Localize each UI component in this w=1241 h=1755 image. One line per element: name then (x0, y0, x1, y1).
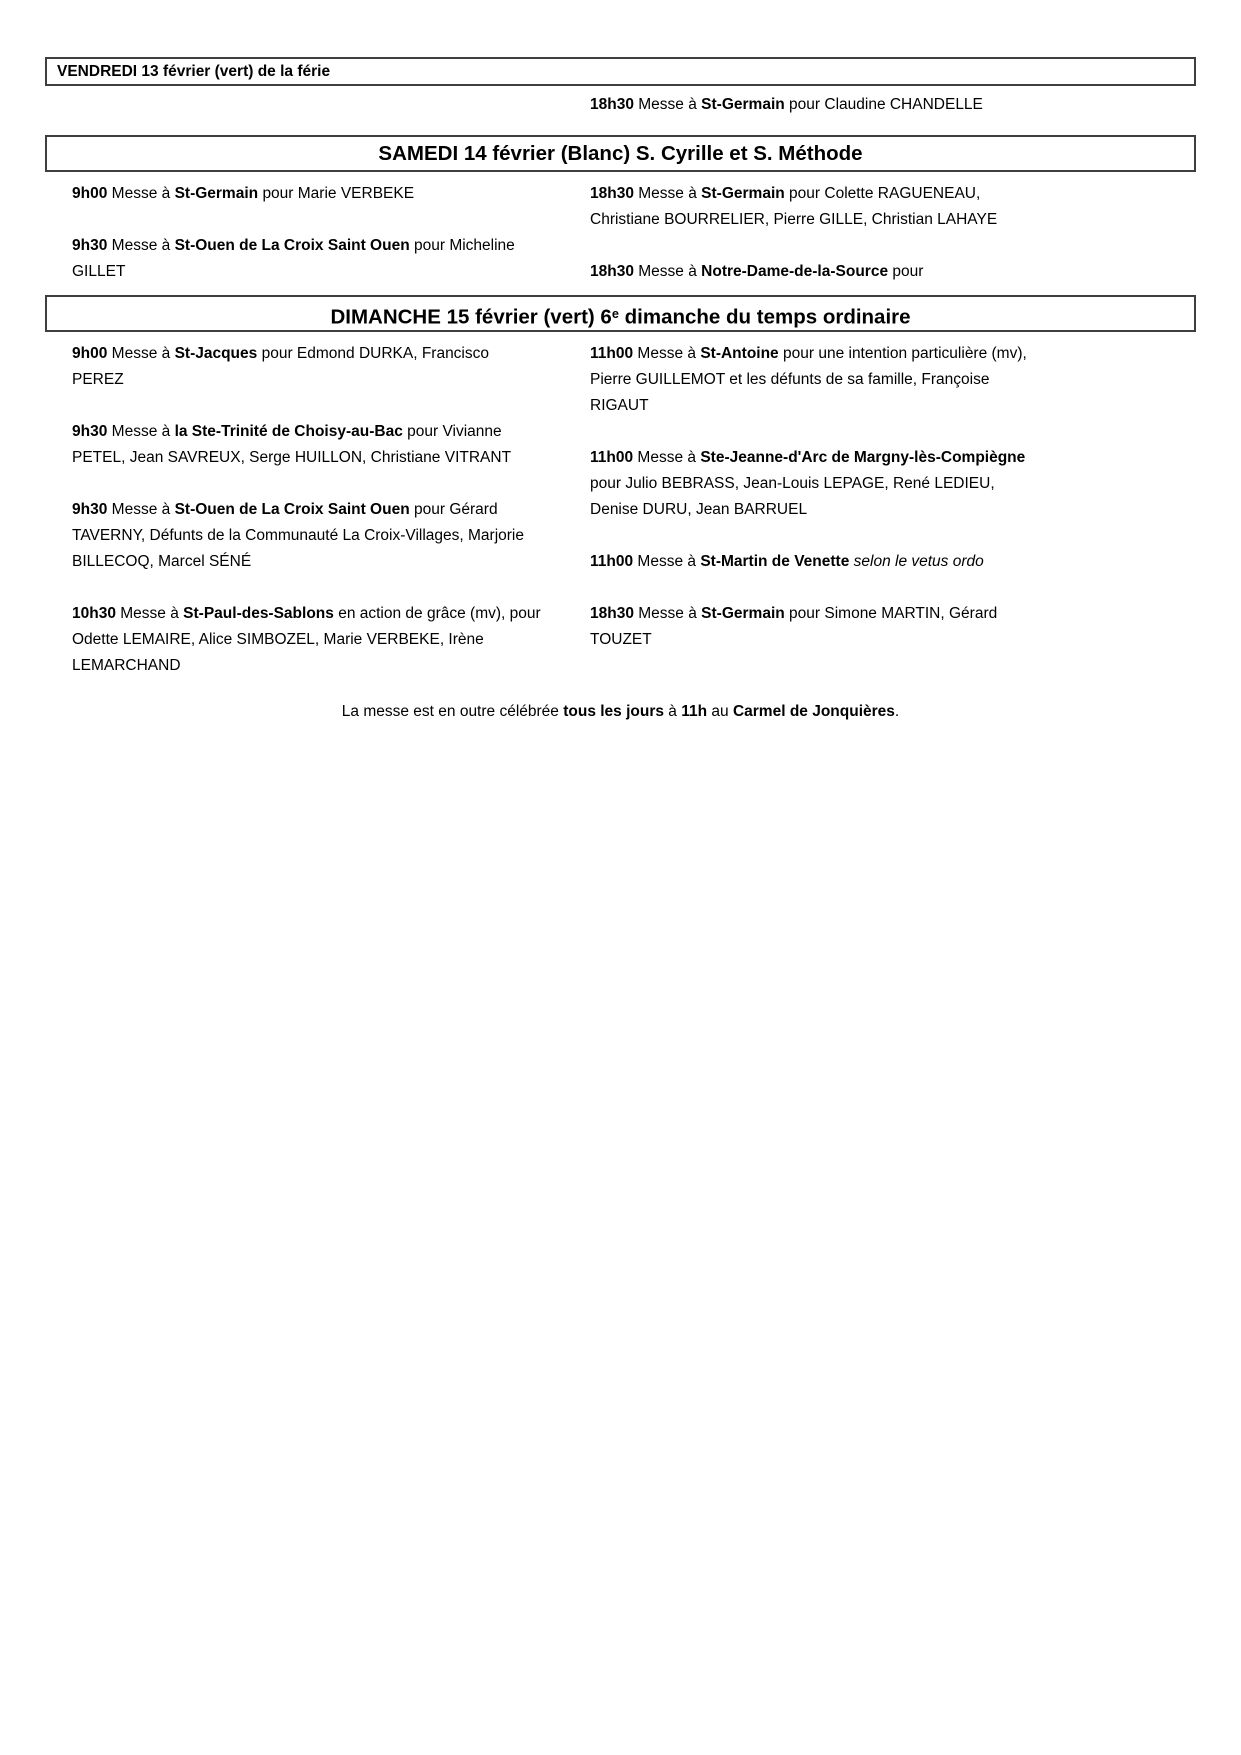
mass-connector: Messe à (637, 553, 697, 570)
mass-connector: Messe à (638, 263, 697, 280)
mass-intention: pour une intention particulière (mv), Pierre GUILLEMOT et les défunts de sa famille, Françoise RIGAUT (590, 345, 1027, 414)
church-name: Notre-Dame-de-la-Source (701, 263, 889, 280)
mass-time: 11h00 (590, 449, 634, 466)
footer-text: 11h (681, 703, 708, 720)
mass-intention: selon le vetus ordo (853, 553, 984, 570)
mass-entry (72, 181, 542, 207)
day-header (45, 135, 1196, 172)
footer-text: La messe est en outre célébrée (341, 703, 564, 720)
mass-entry (590, 601, 1030, 653)
mass-entry (590, 445, 1030, 523)
day-section-vendredi (45, 57, 1196, 118)
church-name: St-Ouen de La Croix Saint Ouen (174, 237, 410, 254)
mass-intention: pour Colette RAGUENEAU, Christiane BOURRELIER, Pierre GILLE, Christian LAHAYE (590, 185, 998, 228)
mass-time: 9h00 (72, 345, 108, 362)
mass-connector: Messe à (637, 449, 697, 466)
mass-connector: Messe à (111, 185, 171, 202)
mass-time: 18h30 (590, 605, 634, 622)
mass-connector: Messe à (111, 423, 171, 440)
mass-connector: Messe à (111, 345, 171, 362)
mass-time: 10h30 (72, 605, 116, 622)
footer-text: . (894, 703, 900, 720)
mass-intention: pour Claudine CHANDELLE (789, 96, 983, 113)
mass-connector: Messe à (111, 501, 171, 518)
day-section-dimanche (45, 295, 1196, 679)
mass-intention: pour Marie VERBEKE (262, 185, 415, 202)
mass-entry (72, 341, 542, 393)
day-header-text: dimanche du temps ordinaire (618, 305, 911, 329)
day-sections (45, 57, 1196, 679)
schedule-columns (45, 92, 1196, 118)
mass-entry (590, 549, 1030, 575)
footer-text: Carmel de Jonquières (732, 703, 895, 720)
mass-entry (590, 341, 1030, 419)
day-header-text: VENDREDI 13 février (vert) de la férie (57, 63, 331, 80)
mass-time: 18h30 (590, 96, 634, 113)
schedule-column-right (590, 92, 1030, 118)
day-header (45, 295, 1196, 332)
mass-connector: Messe à (638, 185, 697, 202)
schedule-column-right (590, 341, 1030, 679)
day-header-text: DIMANCHE 15 février (vert) 6 (330, 305, 612, 329)
mass-connector: Messe à (120, 605, 179, 622)
church-name: St-Germain (701, 96, 785, 113)
church-name: la Ste-Trinité de Choisy-au-Bac (174, 423, 403, 440)
schedule-column-left (45, 181, 590, 285)
church-name: St-Jacques (174, 345, 258, 362)
church-name: St-Ouen de La Croix Saint Ouen (174, 501, 410, 518)
mass-connector: Messe à (637, 345, 697, 362)
mass-time: 9h00 (72, 185, 108, 202)
church-name: St-Martin de Venette (700, 553, 850, 570)
mass-time: 9h30 (72, 423, 108, 440)
mass-connector: Messe à (638, 605, 697, 622)
mass-connector: Messe à (638, 96, 697, 113)
mass-entry (72, 419, 542, 471)
church-name: St-Germain (701, 605, 785, 622)
mass-time: 9h30 (72, 501, 108, 518)
schedule-column-right (590, 181, 1030, 285)
church-name: Ste-Jeanne-d'Arc de Margny-lès-Compiègne (700, 449, 1026, 466)
church-name: St-Germain (701, 185, 785, 202)
mass-connector: Messe à (111, 237, 171, 254)
mass-entry (590, 92, 1030, 118)
schedule-column-left (45, 92, 590, 118)
mass-intention: pour Gérard TAVERNY, Défunts de la Communauté La Croix-Villages, Marjorie BILLECOQ, Marcel SÉNÉ (72, 501, 524, 570)
mass-entry (72, 497, 542, 575)
mass-time: 11h00 (590, 345, 634, 362)
footer-text: tous les jours (563, 703, 664, 720)
day-section-samedi (45, 135, 1196, 285)
schedule-columns (45, 341, 1196, 679)
footer-note (45, 699, 1196, 725)
mass-intention: pour Julio BEBRASS, Jean-Louis LEPAGE, René LEDIEU, Denise DURU, Jean BARRUEL (590, 475, 995, 518)
day-header-text: SAMEDI 14 février (Blanc) S. Cyrille et S. Méthode (378, 142, 863, 165)
mass-intention: en action de grâce (mv), pour Odette LEMAIRE, Alice SIMBOZEL, Marie VERBEKE, Irène LEMARCHAND (72, 605, 541, 674)
footer-text: au (707, 703, 733, 720)
mass-time: 11h00 (590, 553, 634, 570)
church-name: St-Antoine (700, 345, 779, 362)
footer-text: à (664, 703, 682, 720)
mass-entry (72, 601, 542, 679)
mass-entry (590, 181, 1030, 233)
mass-intention: pour Edmond DURKA, Francisco PEREZ (72, 345, 489, 388)
day-header (45, 57, 1196, 86)
mass-entry (590, 259, 1030, 285)
schedule-columns (45, 181, 1196, 285)
church-name: St-Germain (174, 185, 259, 202)
schedule-column-left (45, 341, 590, 679)
church-name: St-Paul-des-Sablons (183, 605, 334, 622)
mass-intention: pour (892, 263, 924, 280)
mass-intention: pour Vivianne PETEL, Jean SAVREUX, Serge HUILLON, Christiane VITRANT (72, 423, 512, 466)
mass-time: 9h30 (72, 237, 108, 254)
mass-time: 18h30 (590, 263, 634, 280)
mass-entry (72, 233, 542, 285)
mass-time: 18h30 (590, 185, 634, 202)
mass-intention: pour Simone MARTIN, Gérard TOUZET (590, 605, 998, 648)
mass-intention: pour Micheline GILLET (72, 237, 515, 280)
day-header-text: e (611, 306, 619, 321)
mass-schedule (45, 57, 1196, 725)
